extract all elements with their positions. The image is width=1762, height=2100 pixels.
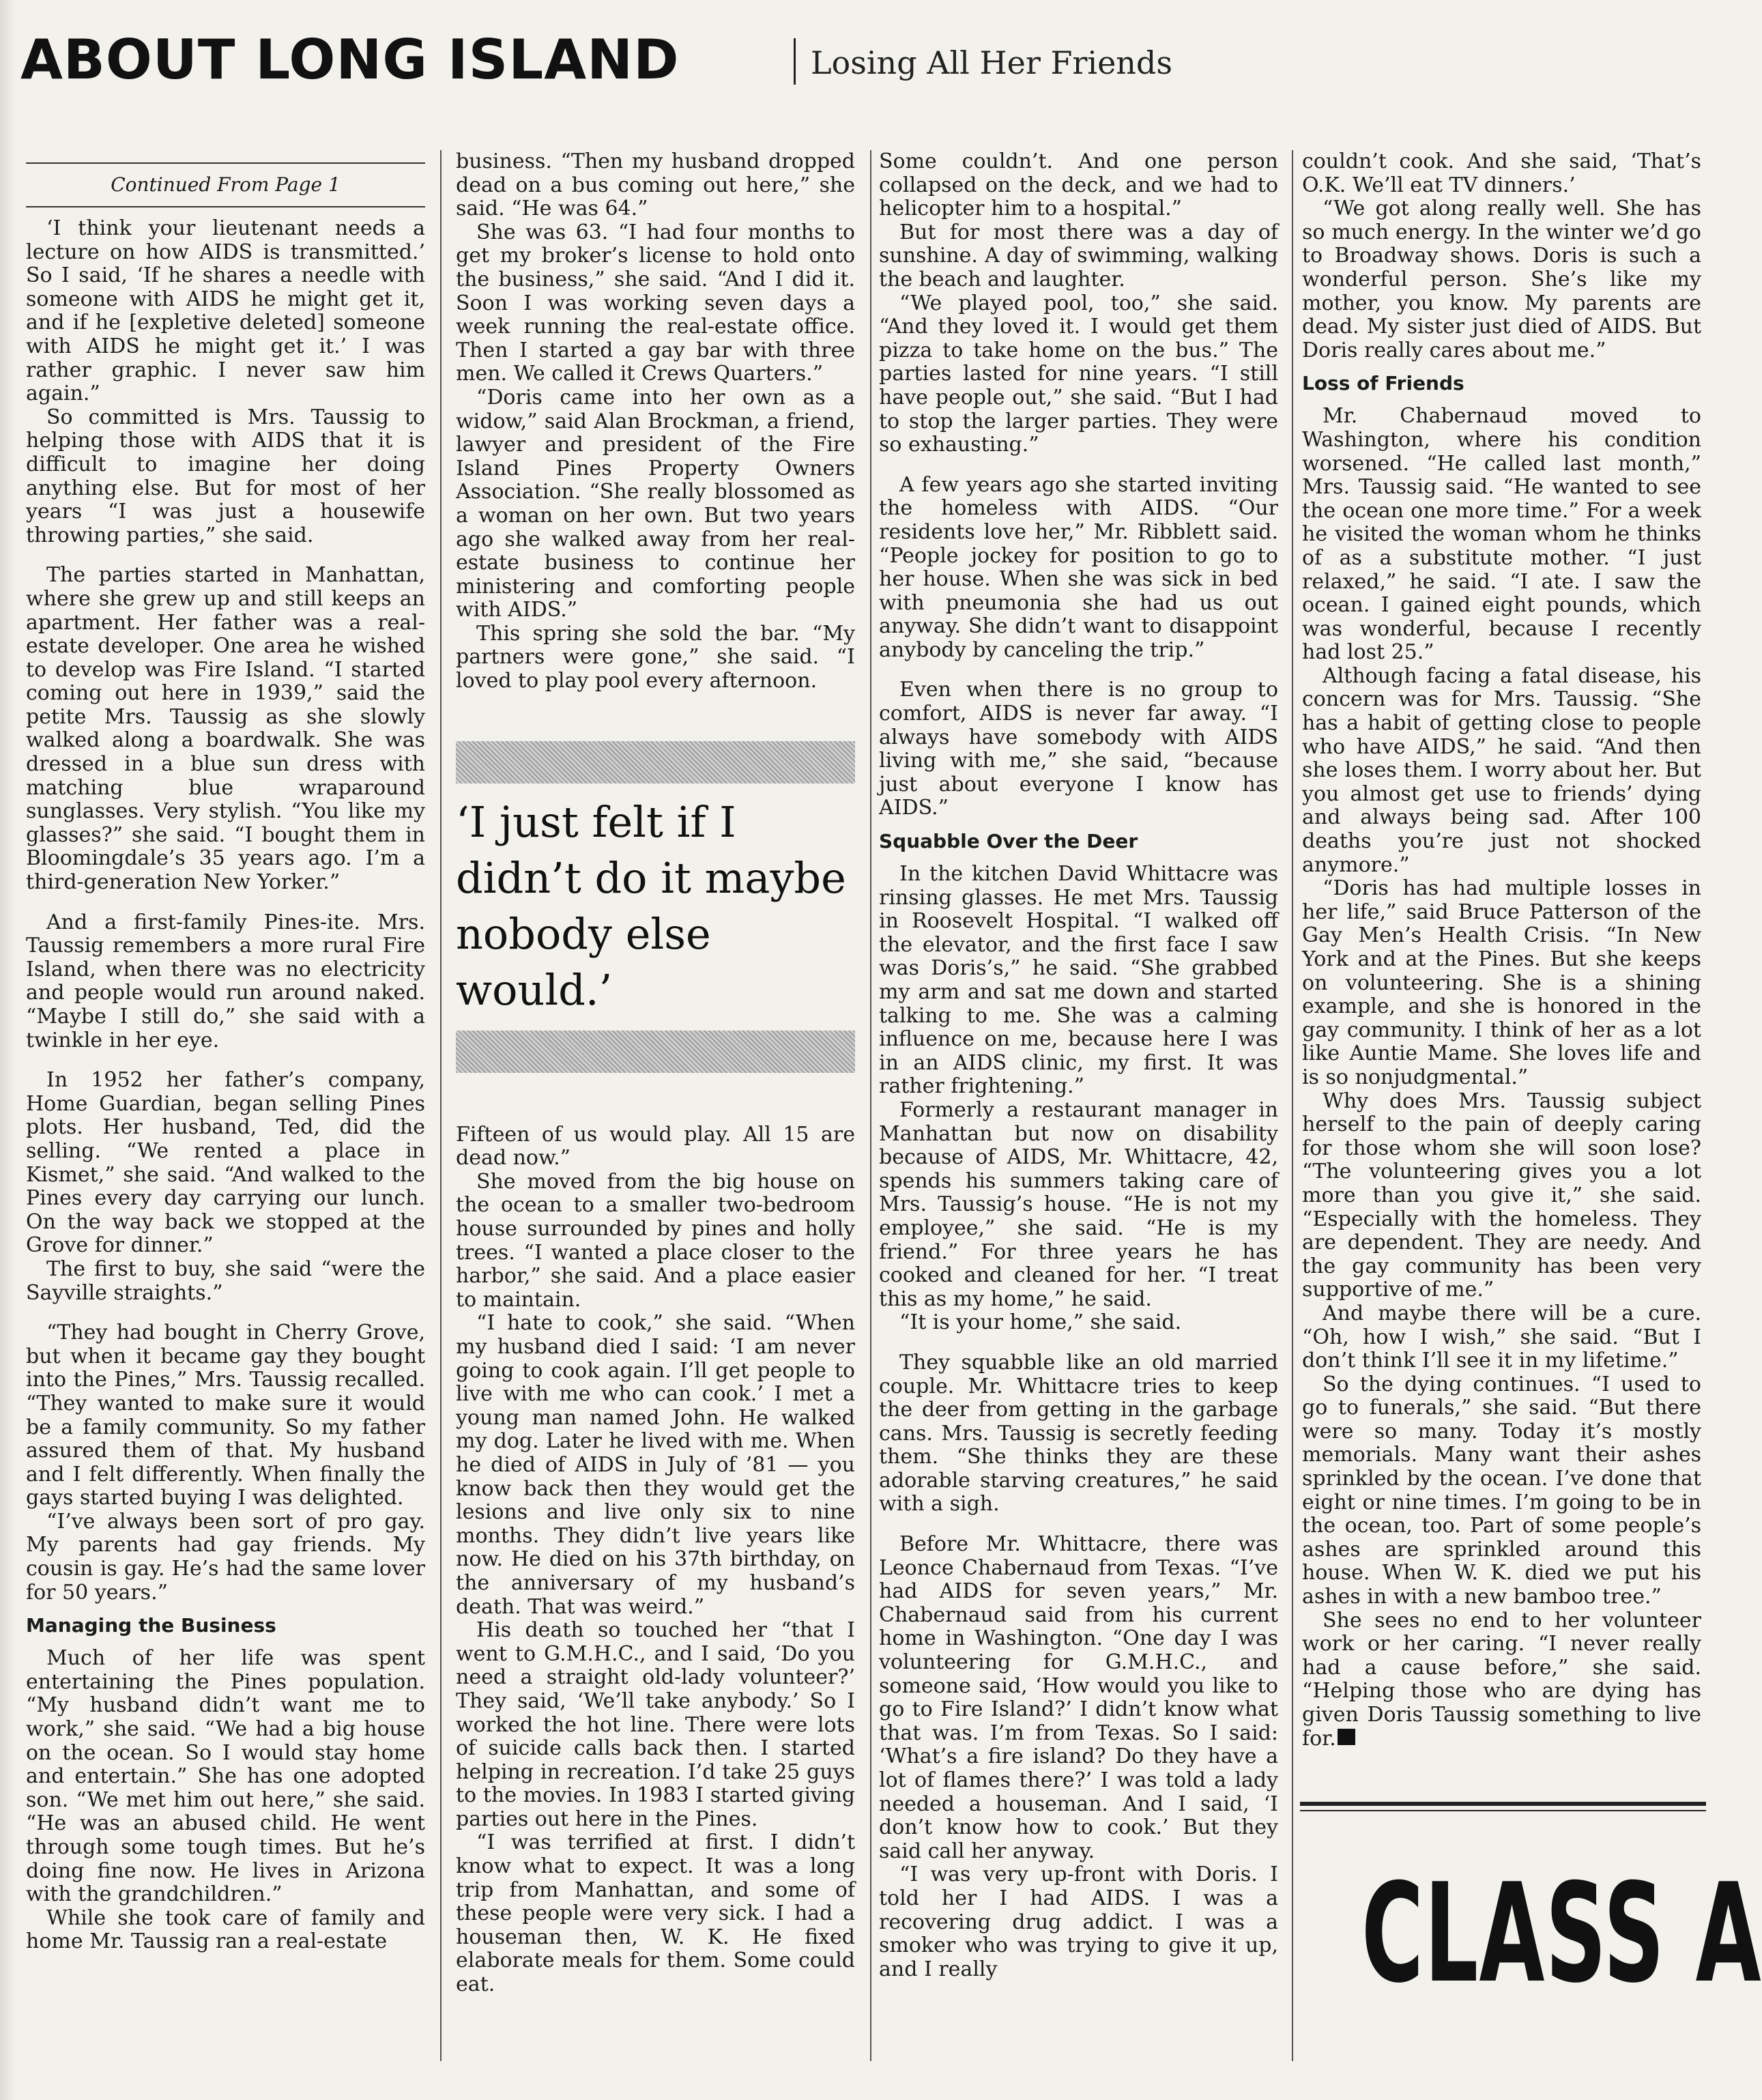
paragraph: Even when there is no group to comfort, AIDS is never far away. “I always have somebody with AIDS living with me,” she said, “because just about everyone I know has AIDS.” — [879, 678, 1278, 820]
paragraph: “I hate to cook,” she said. “When my husband died I said: ‘I am never going to cook again. I’ll get people to live with me who can cook.’ I met a young man named John. He walked my dog. Later he lived with me. When he died of AIDS in July of ’81 — you know back then they would get the lesions and live only six to nine months. They didn’t live years like now. He died on his 37th birthday, on the anniversary of my husband’s death. That was weird.” — [456, 1311, 855, 1619]
paragraph: “Doris came into her own as a widow,” said Alan Brockman, a friend, lawyer and president of the Fire Island Pines Property Owners Association. “She really blossomed as a woman on her own. But two years ago she walked away from her real-estate business to continue her ministering and comforting people with AIDS.” — [456, 385, 855, 622]
paragraph: “They had bought in Cherry Grove, but when it became gay they bought into the Pines,” Mrs. Taussig recalled. “They wanted to make sure it would be a family community. So my father assured them of that. My husband and I felt differently. When finally the gays started buying I was delighted. — [26, 1321, 425, 1510]
paragraph-final-text: She sees no end to her volunteer work or her caring. “I never really had a cause before,” she said. “Helping those who are dying has given Doris Taussig something to live for. — [1302, 1608, 1701, 1751]
continued-box — [26, 162, 425, 207]
divider-rule — [26, 206, 425, 207]
paragraph: The first to buy, she said “were the Sayville straights.” — [26, 1256, 425, 1305]
paragraph: Before Mr. Whittacre, there was Leonce Chabernaud from Texas. “I’ve had AIDS for seven years,” Mr. Chabernaud said from his current home in Washington. “One day I was volunteering for G.M.H.C., and someone said, ‘How would you like to go to Fire Island?’ I didn’t know what that was. I’m from Texas. So I said: ‘What’s a fire island? Do they have a lot of flames there?’ I was told a lady needed a houseman. And I said, ‘I don’t know how to cook.’ But they said call her anyway. — [879, 1532, 1278, 1863]
paragraph: business. “Then my husband dropped dead on a bus coming out here,” she said. “He was 64.” — [456, 149, 855, 221]
masthead — [20, 26, 1706, 94]
story-headline: Losing All Her Friends — [811, 44, 1172, 81]
paragraph: Mr. Chabernaud moved to Washington, where his condition worsened. “He called last month,” Mrs. Taussig said. “He wanted to see the ocean one more time.” For a week he visited the woman whom he thinks of as a substitute mother. “I just relaxed,” he said. “I ate. I saw the ocean. I gained eight pounds, which was wonderful, because I recently had lost 25.” — [1302, 404, 1701, 665]
pull-quote: ‘I just felt if I didn’t do it maybe nobody else would.’ — [456, 796, 846, 1015]
paragraph: In 1952 her father’s company, Home Guardian, began selling Pines plots. Her husband, Ted, did the selling. “We rented a place in Kismet,” she said. “And walked to the Pines every day carrying our lunch. On the way back we stopped at the Grove for dinner.” — [26, 1068, 425, 1258]
paragraph: Fifteen of us would play. All 15 are dead now.” — [456, 1122, 855, 1170]
continued-label: Continued From Page 1 — [111, 173, 341, 196]
article-column-1 — [26, 150, 425, 1954]
paragraph: She was 63. “I had four months to get my broker’s license to hold onto the business,” she said. “And I did it. Soon I was working seven days a week running the real-estate office. Then I started a gay bar with three men. We called it Crews Quarters.” — [456, 220, 855, 386]
paragraph: This spring she sold the bar. “My partners were gone,” she said. “I loved to play pool every afternoon. — [456, 621, 855, 693]
article-column-2 — [456, 150, 855, 1997]
paragraph: Some couldn’t. And one person collapsed on the deck, and we had to helicopter him to a hospital.” — [879, 149, 1278, 221]
end-mark-icon — [1338, 1729, 1355, 1745]
column-rule — [1292, 150, 1293, 2061]
paragraph: “We played pool, too,” she said. “And they loved it. I would get them pizza to take home on the bus.” The parties lasted for nine years. “I still have people out,” she said. “But I had to stop the larger parties. They were so exhausting.” — [879, 291, 1278, 457]
pull-quote-bar-bottom — [456, 1031, 855, 1073]
section-title: ABOUT LONG ISLAND — [20, 28, 680, 91]
paragraph-final — [1302, 1609, 1701, 1751]
classified-ad-banner — [1300, 1802, 1762, 2100]
paragraph: The parties started in Manhattan, where she grew up and still keeps an apartment. Her father was a real-estate developer. One area he wished to develop was Fire Island. “I started coming out here in 1939,” said the petite Mrs. Taussig as she slowly walked along a boardwalk. She was dressed in a blue sun dress with matching blue wraparound sunglasses. Very stylish. “You like my glasses?” she said. “I bought them in Bloomingdale’s 35 years ago. I’m a third-generation New Yorker.” — [26, 563, 425, 895]
page-edge-shadow — [0, 0, 15, 2100]
paragraph: “Doris has had multiple losses in her life,” said Bruce Patterson of the Gay Men’s Health Crisis. “In New York and at the Pines. But she keeps on volunteering. She is a shining example, and she is honored in the gay community. I think of her as a lot like Auntie Mame. She loves life and is so nonjudgmental.” — [1302, 876, 1701, 1089]
paragraph: So committed is Mrs. Taussig to helping those with AIDS that it is difficult to imagine her doing anything else. But for most of her years “I was just a housewife throwing parties,” she said. — [26, 405, 425, 547]
paragraph: And a first-family Pines-ite. Mrs. Taussig remembers a more rural Fire Island, when there was no electricity and people would run around naked. “Maybe I still do,” she said with a twinkle in her eye. — [26, 910, 425, 1052]
paragraph: A few years ago she started inviting the homeless with AIDS. “Our residents love her,” Mr. Ribblett said. “People jockey for position to go to her house. When she was sick in bed with pneumonia she had us out anyway. She didn’t want to disappoint anybody by canceling the trip.” — [879, 472, 1278, 662]
paragraph: “I was very up-front with Doris. I told her I had AIDS. I was a recovering drug addict. I was a smoker who was trying to give it up, and I really — [879, 1862, 1278, 1981]
paragraph: In the kitchen David Whittacre was rinsing glasses. He met Mrs. Taussig in Roosevelt Hospital. “I walked off the elevator, and the first face I saw was Doris’s,” he said. “She grabbed my arm and sat me down and started talking to me. She was a calming influence on me, because here I was in an AIDS clinic, my first. It was rather frightening.” — [879, 862, 1278, 1099]
paragraph: They squabble like an old married couple. Mr. Whittacre tries to keep the deer from getting in the garbage cans. Mrs. Taussig is secretly feeding them. “She thinks they are these adorable starving creatures,” he said with a sigh. — [879, 1350, 1278, 1516]
paragraph: She moved from the big house on the ocean to a smaller two-bedroom house surrounded by pines and holly trees. “I wanted a place closer to the harbor,” she said. And a place easier to maintain. — [456, 1169, 855, 1312]
subhead: Loss of Friends — [1302, 372, 1464, 395]
paragraph: “I’ve always been sort of pro gay. My parents had gay friends. My cousin is gay. He’s had the same lover for 50 years.” — [26, 1509, 425, 1605]
paragraph: ‘I think your lieutenant needs a lecture on how AIDS is transmitted.’ So I said, ‘If he shares a needle with someone with AIDS he might get it, and if he [expletive deleted] someone with AIDS he might get it.’ I was rather graphic. I never saw him again.” — [26, 216, 425, 406]
paragraph: “We got along really well. She has so much energy. In the winter we’d go to Broadway shows. Doris is such a wonderful person. She’s like my mother, you know. My parents are dead. My sister just died of AIDS. But Doris really cares about me.” — [1302, 197, 1701, 362]
paragraph: So the dying continues. “I used to go to funerals,” she said. “But there were so many. Today it’s mostly memorials. Many want their ashes sprinkled by the ocean. I’ve done that eight or nine times. I’m going to be in the ocean, too. Part of some people’s ashes are sprinkled around this house. When W. K. died we put his ashes in with a new bamboo tree.” — [1302, 1372, 1701, 1609]
subhead: Squabble Over the Deer — [879, 830, 1138, 853]
paragraph: Although facing a fatal disease, his concern was for Mrs. Taussig. “She has a habit of getting close to people who have AIDS,” he said. “And then she loses them. I worry about her. But you almost get use to friends’ dying and always being sad. After 100 deaths you’re just not shocked anymore.” — [1302, 663, 1701, 877]
paragraph: His death so touched her “that I went to G.M.H.C., and I said, ‘Do you need a straight old-lady volunteer?’ They said, ‘We’ll take anybody.’ So I worked the hot line. There were lots of suicide calls back then. I started helping in recreation. I’d take 25 guys to the movies. In 1983 I started giving parties out here in the Pines. — [456, 1618, 855, 1831]
ad-rule-thick — [1300, 1802, 1706, 1806]
column-rule — [870, 150, 871, 2061]
column-rule — [440, 150, 442, 2061]
subhead: Managing the Business — [26, 1614, 276, 1637]
paragraph: couldn’t cook. And she said, ‘That’s O.K. We’ll eat TV dinners.’ — [1302, 149, 1701, 197]
paragraph: “It is your home,” she said. — [899, 1310, 1182, 1335]
paragraph: Much of her life was spent entertaining the Pines population. “My husband didn’t want me to work,” she said. “We had a big house on the ocean. So I would stay home and entertain.” She has one adopted son. “We met him out here,” she said. “He was an abused child. He went through some tough times. But he’s doing fine now. He lives in Arizona with the grandchildren.” — [26, 1646, 425, 1907]
title-divider — [794, 38, 796, 85]
classified-ad-text: CLASS A — [1361, 1854, 1762, 2013]
ad-rule-thin — [1300, 1810, 1706, 1811]
paragraph: Why does Mrs. Taussig subject herself to the pain of deeply caring for those whom she will soon lose? “The volunteering gives you a lot more than you give it,” she said. “Especially with the homeless. They are dependent. They are needy. And the gay community has been very supportive of me.” — [1302, 1089, 1701, 1302]
paragraph: And maybe there will be a cure. “Oh, how I wish,” she said. “But I don’t think I’ll see it in my lifetime.” — [1302, 1301, 1701, 1373]
paragraph: While she took care of family and home Mr. Taussig ran a real-estate — [26, 1905, 425, 1954]
paragraph: Formerly a restaurant manager in Manhattan but now on disability because of AIDS, Mr. Whittacre, 42, spends his summers taking care of Mrs. Taussig’s house. “He is not my employee,” she said. “He is my friend.” For three years he has cooked and cleaned for her. “I treat this as my home,” he said. — [879, 1097, 1278, 1311]
paragraph: But for most there was a day of sunshine. A day of swimming, walking the beach and laughter. — [879, 220, 1278, 291]
pull-quote-box — [456, 741, 855, 1082]
pull-quote-bar-top — [456, 741, 855, 783]
article-column-3 — [879, 150, 1278, 1981]
article-column-4 — [1302, 150, 1701, 1751]
paragraph: “I was terrified at first. I didn’t know what to expect. It was a long trip from Manhattan, and some of these people were very sick. I had a houseman then, W. K. He fixed elaborate meals for them. Some could eat. — [456, 1830, 855, 1997]
